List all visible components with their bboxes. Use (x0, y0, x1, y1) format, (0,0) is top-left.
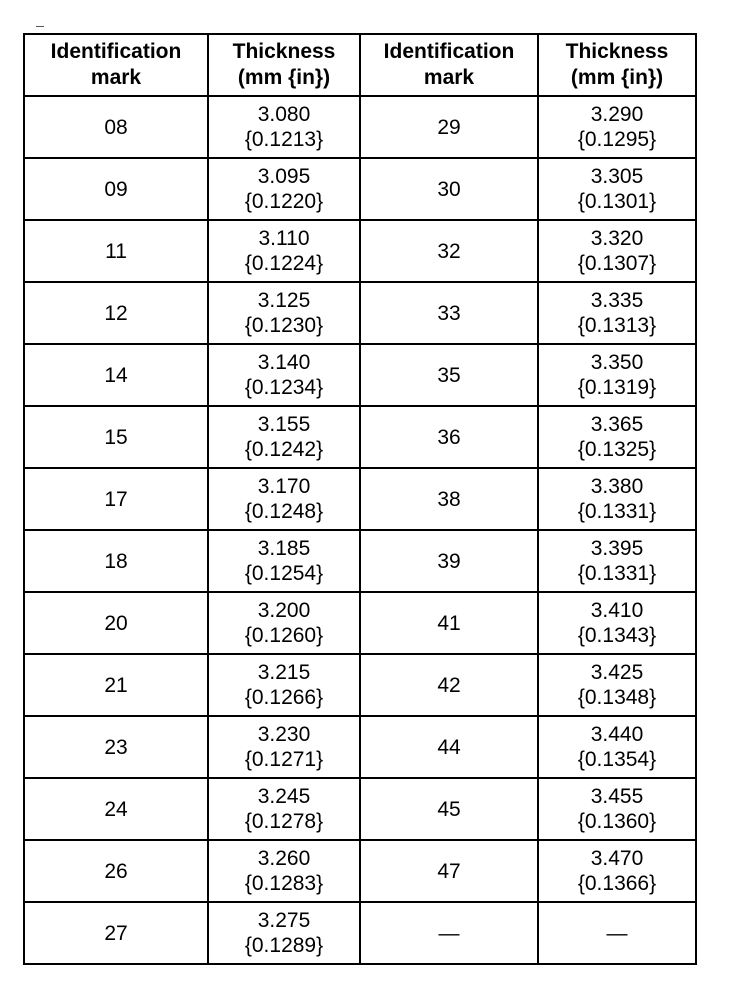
header-thickness (208, 34, 360, 96)
thickness-cell: — (538, 902, 696, 964)
thickness-mm: 3.080 (257, 103, 311, 126)
thickness-cell (208, 530, 360, 592)
header-identification-mark (360, 34, 538, 96)
table-row (24, 406, 696, 468)
identification-mark-cell: — (360, 902, 538, 964)
identification-mark-cell: 36 (360, 406, 538, 468)
table-body (24, 96, 696, 964)
identification-mark-cell: 45 (360, 778, 538, 840)
identification-mark-cell: 08 (24, 96, 208, 158)
table-row (24, 592, 696, 654)
thickness-cell (208, 778, 360, 840)
table-row (24, 344, 696, 406)
thickness-mm: 3.260 (257, 847, 311, 870)
thickness-cell (538, 592, 696, 654)
identification-mark-cell: 26 (24, 840, 208, 902)
header-identification-mark (24, 34, 208, 96)
thickness-mm: 3.095 (257, 165, 311, 188)
thickness-mm: 3.425 (590, 661, 644, 684)
table-row (24, 158, 696, 220)
identification-mark-cell: 14 (24, 344, 208, 406)
header-line: Thickness (565, 40, 669, 63)
identification-mark-cell: 38 (360, 468, 538, 530)
scan-mark (36, 26, 44, 27)
thickness-mm: 3.350 (590, 351, 644, 374)
thickness-cell (208, 344, 360, 406)
thickness-cell (538, 468, 696, 530)
header-line: Thickness (232, 40, 336, 63)
thickness-in: {0.1248} (244, 500, 324, 523)
table-row (24, 282, 696, 344)
thickness-cell (208, 902, 360, 964)
thickness-mm: 3.155 (257, 413, 311, 436)
thickness-mm: 3.125 (257, 289, 311, 312)
thickness-mm: 3.455 (590, 785, 644, 808)
thickness-cell (208, 158, 360, 220)
thickness-cell (208, 220, 360, 282)
identification-mark-cell: 17 (24, 468, 208, 530)
thickness-in: {0.1307} (577, 252, 657, 275)
thickness-cell (538, 220, 696, 282)
thickness-mm: 3.365 (590, 413, 644, 436)
thickness-in: {0.1325} (577, 438, 657, 461)
thickness-mm: 3.200 (257, 599, 311, 622)
identification-mark-cell: 39 (360, 530, 538, 592)
thickness-in: {0.1278} (244, 810, 324, 833)
thickness-in: {0.1254} (244, 562, 324, 585)
thickness-cell (208, 282, 360, 344)
thickness-in: {0.1242} (244, 438, 324, 461)
identification-mark-cell: 27 (24, 902, 208, 964)
thickness-cell (538, 654, 696, 716)
thickness-mm: 3.275 (257, 909, 311, 932)
thickness-in: {0.1260} (244, 624, 324, 647)
identification-mark-cell: 33 (360, 282, 538, 344)
thickness-mm: 3.230 (257, 723, 311, 746)
identification-mark-cell: 20 (24, 592, 208, 654)
identification-mark-cell: 35 (360, 344, 538, 406)
thickness-mm: 3.215 (257, 661, 311, 684)
thickness-mm: 3.320 (590, 227, 644, 250)
thickness-cell (208, 840, 360, 902)
thickness-in: {0.1331} (577, 500, 657, 523)
identification-mark-cell: 09 (24, 158, 208, 220)
thickness-in: {0.1331} (577, 562, 657, 585)
identification-mark-cell: 23 (24, 716, 208, 778)
thickness-in: {0.1366} (577, 872, 657, 895)
thickness-mm: 3.410 (590, 599, 644, 622)
header-line: mark (90, 66, 142, 89)
thickness-in: {0.1313} (577, 314, 657, 337)
thickness-mm: 3.170 (257, 475, 311, 498)
thickness-in: {0.1220} (244, 190, 324, 213)
table-row (24, 468, 696, 530)
table-row (24, 220, 696, 282)
thickness-table (23, 33, 697, 965)
thickness-in: {0.1266} (244, 686, 324, 709)
identification-mark-cell: 12 (24, 282, 208, 344)
thickness-in: {0.1354} (577, 748, 657, 771)
header-line: (mm {in}) (237, 66, 331, 89)
thickness-cell (538, 840, 696, 902)
thickness-in: {0.1213} (244, 128, 324, 151)
thickness-mm: 3.140 (257, 351, 311, 374)
thickness-mm: 3.245 (257, 785, 311, 808)
thickness-in: {0.1234} (244, 376, 324, 399)
thickness-mm: 3.380 (590, 475, 644, 498)
thickness-cell (208, 406, 360, 468)
identification-mark-cell: 41 (360, 592, 538, 654)
identification-mark-cell: 24 (24, 778, 208, 840)
thickness-in: {0.1301} (577, 190, 657, 213)
identification-mark-cell: 32 (360, 220, 538, 282)
thickness-mm: 3.185 (257, 537, 311, 560)
thickness-in: {0.1271} (244, 748, 324, 771)
identification-mark-cell: 29 (360, 96, 538, 158)
table-row (24, 96, 696, 158)
header-line: Identification (50, 40, 182, 63)
thickness-in: {0.1283} (244, 872, 324, 895)
thickness-in: {0.1224} (244, 252, 324, 275)
thickness-in: {0.1319} (577, 376, 657, 399)
thickness-cell (538, 344, 696, 406)
thickness-cell (208, 96, 360, 158)
thickness-cell (208, 468, 360, 530)
table-row (24, 716, 696, 778)
thickness-mm: 3.335 (590, 289, 644, 312)
thickness-cell (208, 654, 360, 716)
identification-mark-cell: 21 (24, 654, 208, 716)
thickness-mm: 3.440 (590, 723, 644, 746)
table-row (24, 654, 696, 716)
header-line: (mm {in}) (570, 66, 664, 89)
identification-mark-cell: 11 (24, 220, 208, 282)
thickness-cell (538, 406, 696, 468)
thickness-cell (538, 96, 696, 158)
thickness-mm: 3.305 (590, 165, 644, 188)
thickness-in: {0.1295} (577, 128, 657, 151)
table-row (24, 778, 696, 840)
identification-mark-cell: 30 (360, 158, 538, 220)
thickness-cell (538, 282, 696, 344)
thickness-in: {0.1289} (244, 934, 324, 957)
thickness-mm: 3.470 (590, 847, 644, 870)
header-thickness (538, 34, 696, 96)
thickness-cell (538, 530, 696, 592)
thickness-in: {0.1360} (577, 810, 657, 833)
thickness-cell (538, 716, 696, 778)
identification-mark-cell: 18 (24, 530, 208, 592)
thickness-cell (208, 716, 360, 778)
thickness-in: {0.1230} (244, 314, 324, 337)
thickness-cell (538, 778, 696, 840)
identification-mark-cell: 44 (360, 716, 538, 778)
identification-mark-cell: 15 (24, 406, 208, 468)
header-line: Identification (383, 40, 515, 63)
header-line: mark (423, 66, 475, 89)
table-row (24, 840, 696, 902)
identification-mark-cell: 42 (360, 654, 538, 716)
thickness-in: {0.1348} (577, 686, 657, 709)
thickness-in: {0.1343} (577, 624, 657, 647)
identification-mark-cell: 47 (360, 840, 538, 902)
header-row (24, 34, 696, 96)
thickness-cell (208, 592, 360, 654)
thickness-mm: 3.290 (590, 103, 644, 126)
thickness-cell (538, 158, 696, 220)
table-row (24, 902, 696, 964)
thickness-mm: 3.110 (258, 227, 310, 250)
thickness-mm: 3.395 (590, 537, 644, 560)
table-row (24, 530, 696, 592)
